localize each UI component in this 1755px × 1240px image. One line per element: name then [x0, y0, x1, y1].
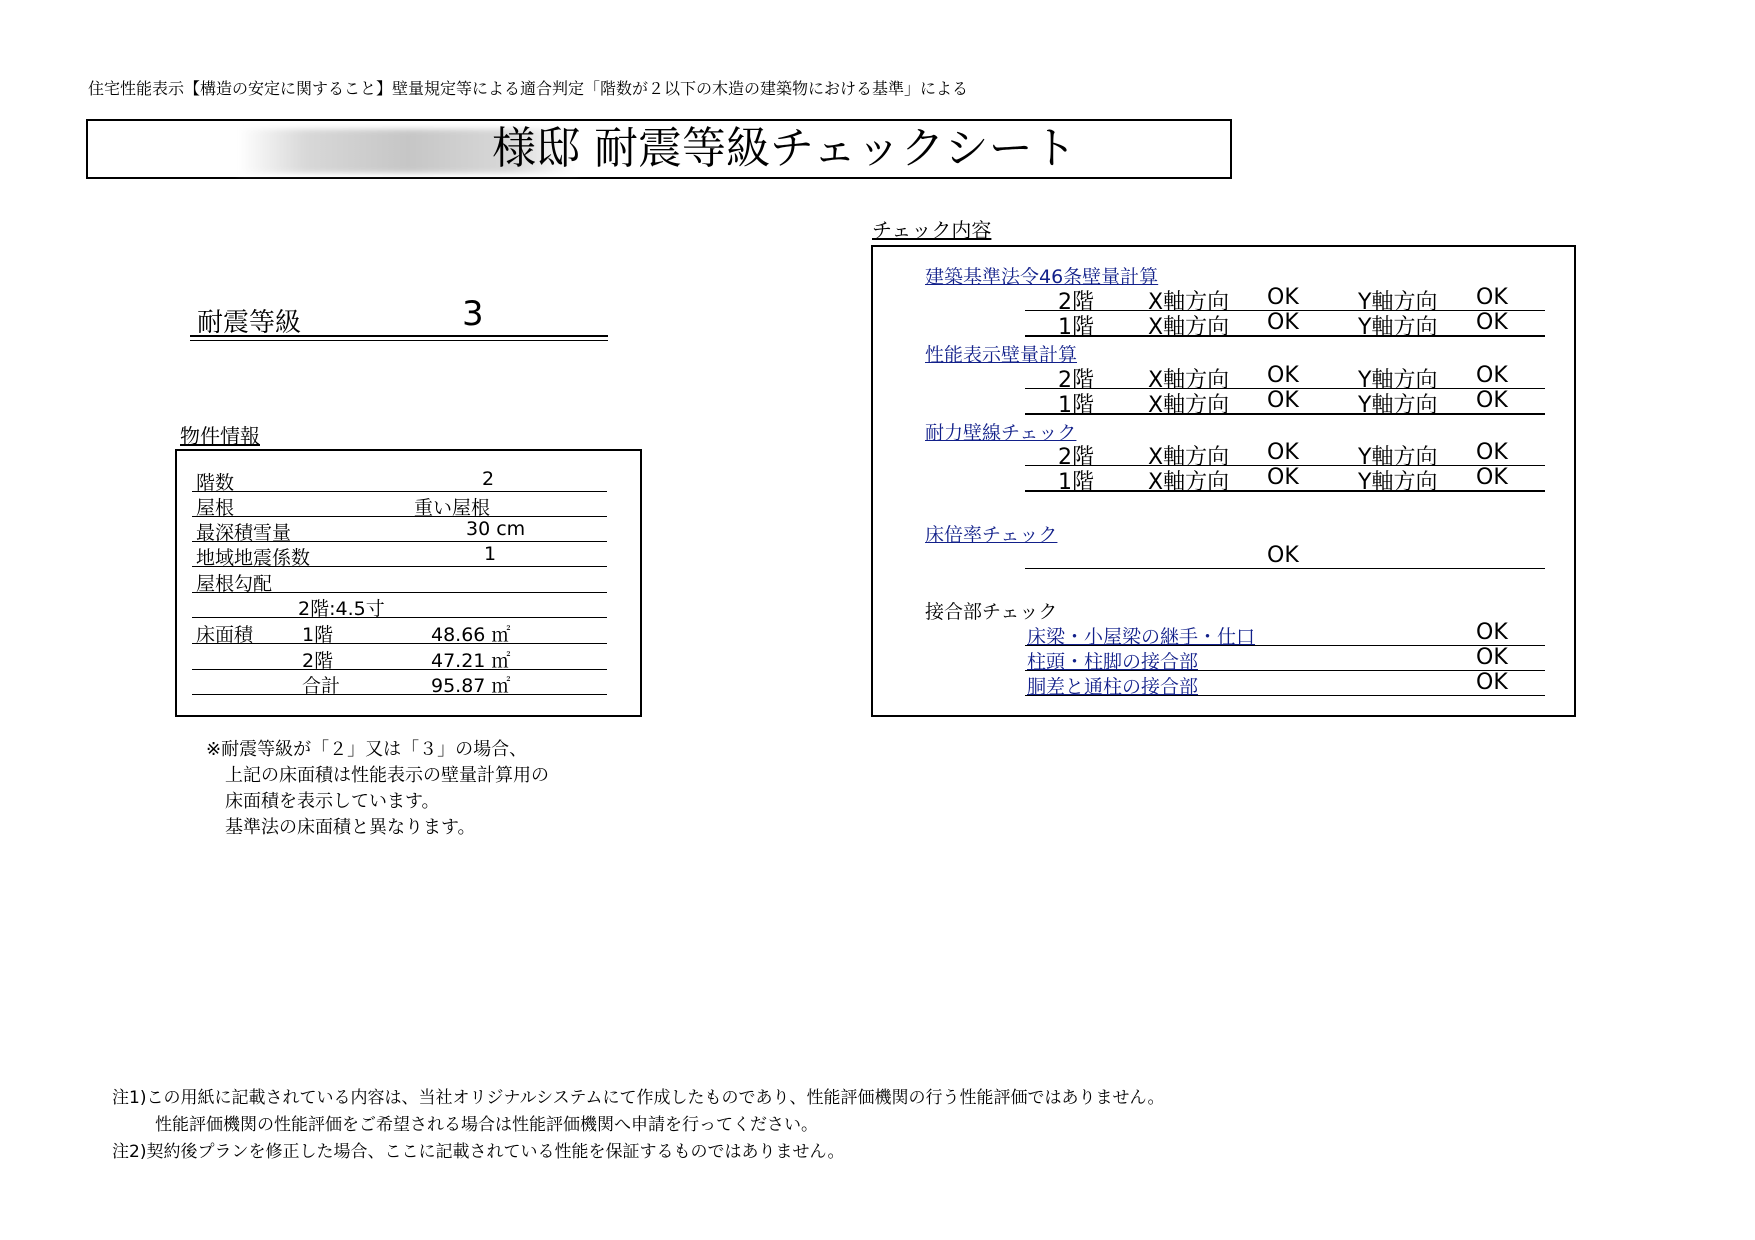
row-divider: [192, 566, 607, 567]
x-axis-result: OK: [1267, 465, 1299, 490]
y-axis-result: OK: [1476, 465, 1508, 490]
area-label: 床面積: [196, 624, 254, 646]
y-axis-result: OK: [1476, 285, 1508, 310]
row-divider: [1025, 568, 1545, 569]
check-row-floor: 2階: [1058, 368, 1094, 393]
row-divider: [1025, 335, 1545, 337]
y-axis-label: Y軸方向: [1358, 315, 1438, 340]
title-box: [86, 119, 1232, 179]
grade-underline: [190, 335, 608, 337]
check-row-floor: 1階: [1058, 393, 1094, 418]
y-axis-label: Y軸方向: [1358, 393, 1438, 418]
check-link-bearing-wall-line[interactable]: 耐力壁線チェック: [925, 422, 1077, 444]
header-note: 住宅性能表示【構造の安定に関すること】壁量規定等による適合判定「階数が２以下の木造の建築物における基準」による: [88, 79, 969, 98]
row-divider: [1025, 490, 1545, 492]
x-axis-result: OK: [1267, 363, 1299, 388]
row-divider: [192, 694, 607, 695]
slope-value: 2階:4.5寸: [298, 598, 385, 620]
area-2f-label: 2階: [302, 650, 334, 672]
check-row-floor: 1階: [1058, 315, 1094, 340]
property-section-label: 物件情報: [180, 424, 260, 448]
joint-result: OK: [1476, 670, 1508, 695]
row-divider: [192, 516, 607, 517]
y-axis-label: Y軸方向: [1358, 470, 1438, 495]
roof-value: 重い屋根: [414, 497, 491, 519]
x-axis-label: X軸方向: [1148, 393, 1230, 418]
check-row-floor: 2階: [1058, 290, 1094, 315]
area-note-line: 基準法の床面積と異なります。: [225, 817, 476, 838]
y-axis-label: Y軸方向: [1358, 290, 1438, 315]
row-divider: [1025, 413, 1545, 415]
area-2f-value: 47.21 ㎡: [431, 650, 511, 672]
check-row-floor: 2階: [1058, 445, 1094, 470]
row-divider: [1025, 695, 1545, 696]
footnote: 注2)契約後プランを修正した場合、ここに記載されている性能を保証するものではありません。: [112, 1142, 845, 1162]
row-divider: [192, 643, 607, 644]
x-axis-label: X軸方向: [1148, 368, 1230, 393]
row-divider: [192, 617, 607, 618]
slope-label: 屋根勾配: [196, 573, 273, 595]
footnote: 注1)この用紙に記載されている内容は、当社オリジナルシステムにて作成したものであり、性能評価機関の行う性能評価ではありません。: [112, 1088, 1165, 1108]
snow-label: 最深積雪量: [196, 522, 292, 544]
y-axis-result: OK: [1476, 310, 1508, 335]
row-divider: [1025, 670, 1545, 671]
joint-result: OK: [1476, 645, 1508, 670]
y-axis-label: Y軸方向: [1358, 368, 1438, 393]
footnote: 性能評価機関の性能評価をご希望される場合は性能評価機関へ申請を行ってください。: [155, 1115, 818, 1135]
seismic-value: 1: [484, 543, 497, 565]
check-link-girth-joint[interactable]: 胴差と通柱の接合部: [1027, 676, 1199, 698]
check-link-building-standard[interactable]: 建築基準法令46条壁量計算: [925, 266, 1159, 288]
seismic-label: 地域地震係数: [196, 547, 311, 569]
snow-value: 30 cm: [466, 518, 526, 540]
row-divider: [192, 592, 607, 593]
x-axis-result: OK: [1267, 388, 1299, 413]
grade-label: 耐震等級: [197, 308, 302, 338]
x-axis-label: X軸方向: [1148, 290, 1230, 315]
roof-label: 屋根: [196, 497, 235, 519]
x-axis-result: OK: [1267, 310, 1299, 335]
x-axis-label: X軸方向: [1148, 315, 1230, 340]
page-title: 様邸 耐震等級チェックシート: [492, 123, 1077, 174]
row-divider: [1025, 645, 1545, 646]
row-divider: [192, 491, 607, 492]
check-row-floor: 1階: [1058, 470, 1094, 495]
x-axis-label: X軸方向: [1148, 445, 1230, 470]
check-link-performance-wall[interactable]: 性能表示壁量計算: [925, 344, 1078, 366]
area-note-line: 床面積を表示しています。: [225, 791, 440, 812]
floor-ratio-result: OK: [1267, 543, 1299, 568]
joints-label: 接合部チェック: [925, 601, 1058, 623]
x-axis-result: OK: [1267, 440, 1299, 465]
area-total-label: 合計: [302, 675, 341, 697]
area-1f-value: 48.66 ㎡: [431, 624, 511, 646]
row-divider: [192, 541, 607, 542]
area-note-line: ※耐震等級が「２」又は「３」の場合、: [206, 739, 528, 760]
check-section-label: チェック内容: [872, 218, 992, 242]
y-axis-label: Y軸方向: [1358, 445, 1438, 470]
floors-label: 階数: [196, 472, 235, 494]
area-total-value: 95.87 ㎡: [431, 675, 511, 697]
joint-result: OK: [1476, 620, 1508, 645]
area-1f-label: 1階: [302, 624, 334, 646]
row-divider: [192, 669, 607, 670]
y-axis-result: OK: [1476, 440, 1508, 465]
y-axis-result: OK: [1476, 388, 1508, 413]
x-axis-label: X軸方向: [1148, 470, 1230, 495]
x-axis-result: OK: [1267, 285, 1299, 310]
grade-underline-thin: [190, 340, 608, 341]
floors-value: 2: [482, 468, 495, 490]
area-note-line: 上記の床面積は性能表示の壁量計算用の: [225, 765, 549, 786]
check-link-floor-ratio[interactable]: 床倍率チェック: [925, 524, 1058, 546]
check-link-column-joint[interactable]: 柱頭・柱脚の接合部: [1027, 651, 1199, 673]
y-axis-result: OK: [1476, 363, 1508, 388]
grade-value: 3: [462, 294, 484, 334]
check-link-beam-joint[interactable]: 床梁・小屋梁の継手・仕口: [1027, 626, 1256, 648]
